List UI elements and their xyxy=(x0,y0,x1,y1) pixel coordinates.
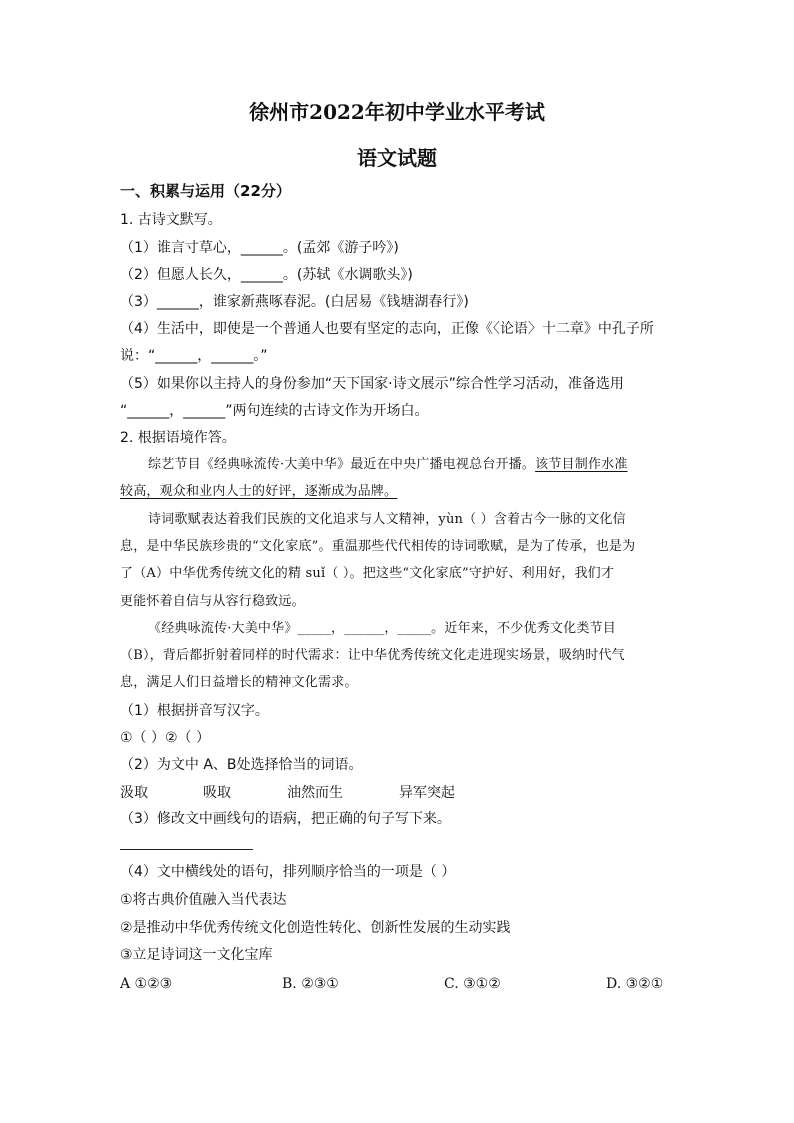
sub-question: （1）根据拼音写汉字。 xyxy=(120,703,269,719)
statement: ①将古典价值融入当代表达 xyxy=(120,892,287,908)
question-2-stem: 2. 根据语境作答。 xyxy=(120,430,236,446)
question-1-item: （1）谁言寸草心，______。(孟郊《游子吟》) xyxy=(120,240,399,256)
word-choice: 汲取 xyxy=(120,785,148,801)
question-1-item: （3）______，谁家新燕啄春泥。(白居易《钱塘湖春行》) xyxy=(120,294,469,310)
question-1-item: “______，______”两句连续的古诗文作为开场白。 xyxy=(120,403,429,419)
question-1-stem: 1. 古诗文默写。 xyxy=(120,212,222,228)
question-1-item: （2）但愿人长久，______。(苏轼《水调歌头》) xyxy=(120,267,413,283)
underlined-sentence: 该节目制作水准 xyxy=(535,457,628,472)
sub-question: （4）文中横线处的语句，排列顺序恰当的一项是（ ） xyxy=(120,864,456,880)
section-heading: 一、积累与运用（22分） xyxy=(120,182,291,200)
question-1-item: 说：“______，______。” xyxy=(120,348,268,364)
passage-line: 《经典咏流传·大美中华》_____，______，_____。近年来，不少优秀文化类节目 xyxy=(148,621,616,636)
word-choice: 吸取 xyxy=(203,785,231,801)
passage-line: （B），背后都折射着同样的时代需求：让中华优秀传统文化走进现实场景，吸纳时代气 xyxy=(120,648,625,663)
exam-subtitle: 语文试题 xyxy=(357,146,437,170)
option-c: C. ③①② xyxy=(444,976,501,992)
statement: ②是推动中华优秀传统文化创造性转化、创新性发展的生动实践 xyxy=(120,920,511,936)
passage-line: 息，是中华民族珍贵的“文化家底”。重温那些代代相传的诗词歌赋，是为了传承，也是为 xyxy=(120,539,636,554)
answer-line xyxy=(120,849,253,850)
passage-text: 综艺节目《经典咏流传·大美中华》最近在中央广播电视总台开播。 xyxy=(148,457,536,472)
option-d: D. ③②① xyxy=(606,976,664,992)
option-a: A ①②③ xyxy=(120,976,173,992)
pinyin-blanks: ①（ ）②（ ） xyxy=(120,730,211,746)
sub-question: （2）为文中 A、B处选择恰当的词语。 xyxy=(120,757,363,773)
passage-line xyxy=(148,455,708,475)
passage-line: 了（A）中华优秀传统文化的精 suǐ（ ）。把这些“文化家底”守护好、利用好，我们才 xyxy=(120,566,615,581)
option-b: B. ②③① xyxy=(282,976,339,992)
passage-line: 更能怀着自信与从容行稳致远。 xyxy=(120,594,305,609)
sub-question: （3）修改文中画线句的语病，把正确的句子写下来。 xyxy=(120,811,451,827)
exam-title: 徐州市2022年初中学业水平考试 xyxy=(249,100,545,124)
passage-line: 诗词歌赋表达着我们民族的文化追求与人文精神，yùn（ ）含着古今一脉的文化信 xyxy=(148,512,626,527)
statement: ③立足诗词这一文化宝库 xyxy=(120,947,273,963)
passage-line xyxy=(120,482,680,502)
word-choice: 油然而生 xyxy=(287,785,343,801)
question-1-item: （5）如果你以主持人的身份参加“天下国家·诗文展示”综合性学习活动，准备选用 xyxy=(120,376,624,392)
underlined-sentence: 较高，观众和业内人士的好评，逐渐成为品牌。 xyxy=(120,484,398,499)
question-1-item: （4）生活中，即使是一个普通人也要有坚定的志向，正像《〈论语〉十二章》中孔子所 xyxy=(120,321,654,337)
word-choice: 异军突起 xyxy=(399,785,455,801)
passage-line: 息，满足人们日益增长的精神文化需求。 xyxy=(120,675,358,690)
